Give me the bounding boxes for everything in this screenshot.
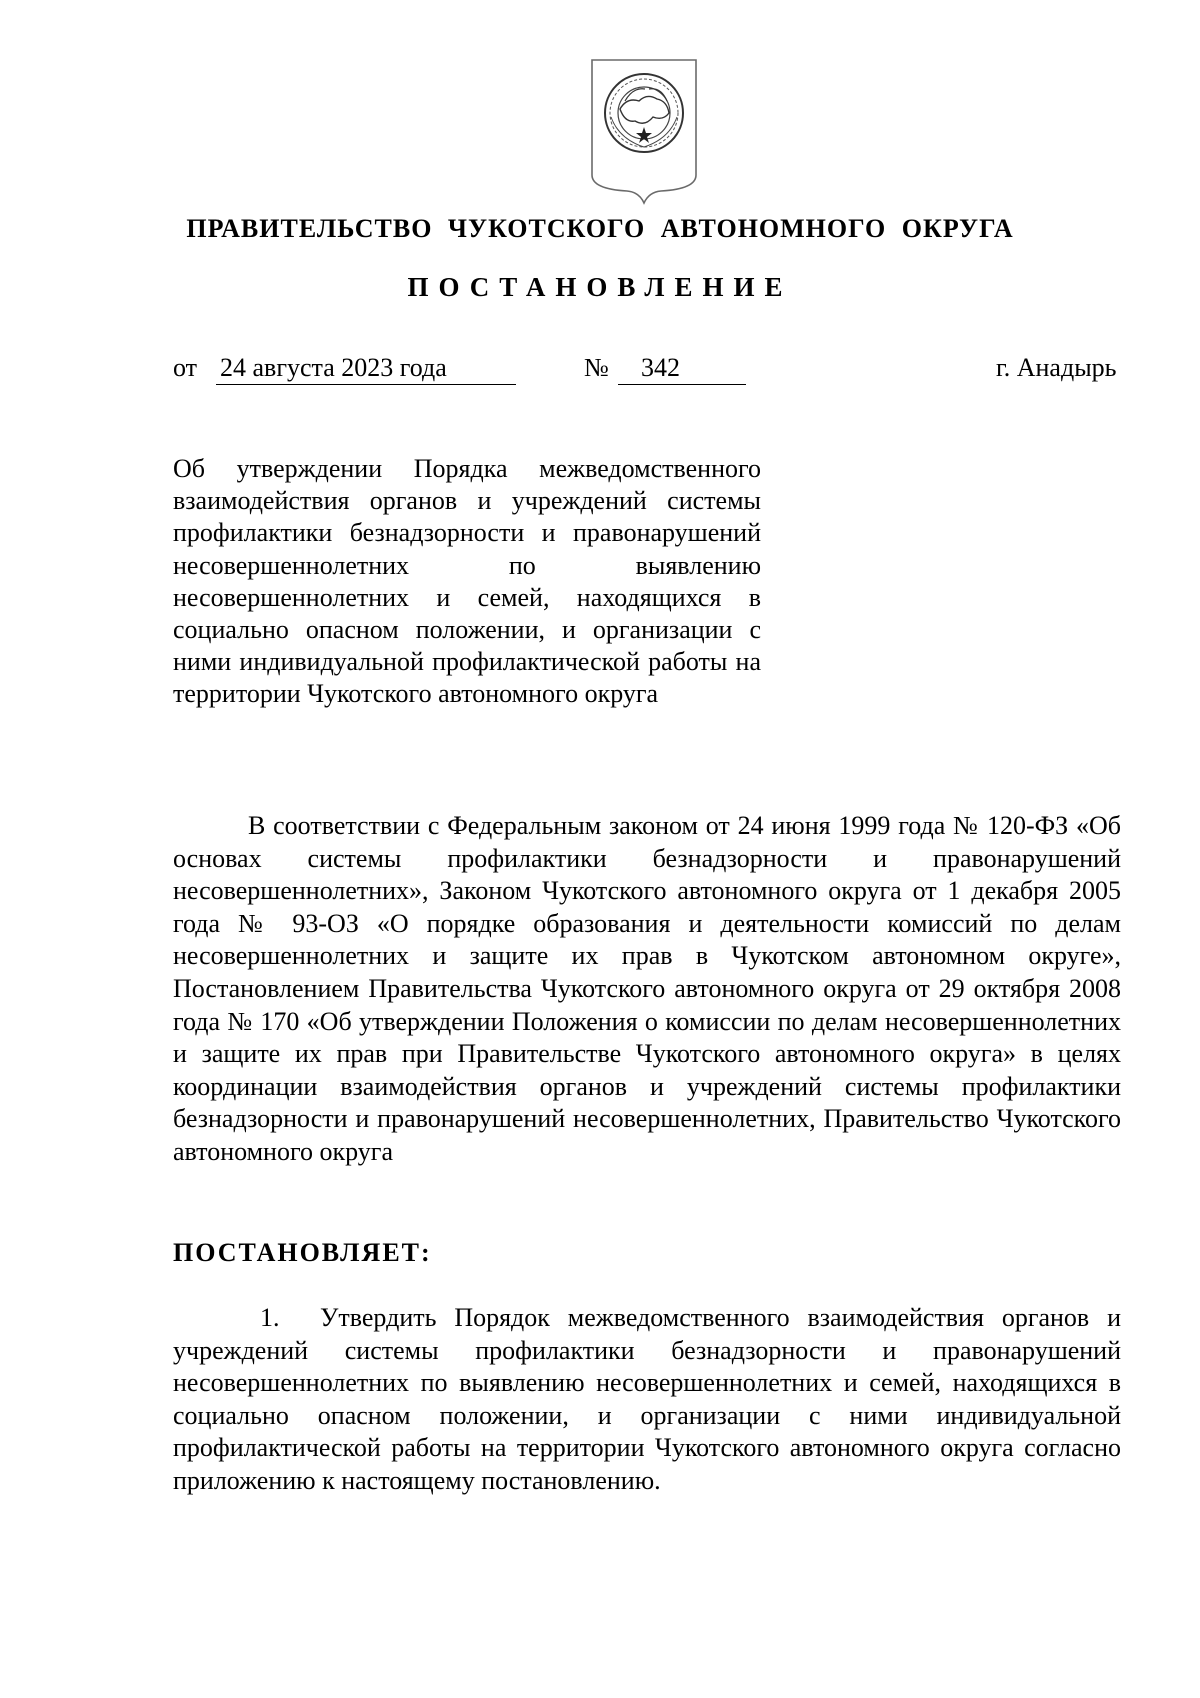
date-prefix: от (173, 353, 198, 382)
document-type: ПОСТАНОВЛЕНИЕ (407, 272, 793, 302)
item-text: Утвердить Порядок межведомственного взаимодействия органов и учреждений системы профилактики безнадзорности и правонарушений несовершеннолетних по выявлению несовершеннолетних и семей, находящихся в социально опасном положении, и организации с ними индивидуальной профилактической работы на территории Чукотского автономного округа согласно приложению к настоящему постановлению. (173, 1303, 1121, 1495)
document-date: 24 августа 2023 года (220, 353, 447, 382)
document-subject: Об утверждении Порядка межведомственного взаимодействия органов и учреждений системы профилактики безнадзорности и правонарушений несовершеннолетних по выявлению несовершеннолетних и семей, находящихся в социально опасном положении, и организации с ними индивидуальной профилактической работы на территории Чукотского автономного округа (173, 454, 761, 709)
preamble-paragraph: В соответствии с Федеральным законом от 24 июня 1999 года № 120-ФЗ «Об основах системы профилактики безнадзорности и правонарушений несовершеннолетних», Законом Чукотского автономного округа от 1 декабря 2005 года № 93-ОЗ «О порядке образования и деятельности комиссий по делам несовершеннолетних и защите их прав в Чукотском автономном округе», Постановлением Правительства Чукотского автономного округа от 29 октября 2008 года № 170 «Об утверждении Положения о комиссии по делам несовершеннолетних и защите их прав при Правительстве Чукотского автономного округа» в целях координации взаимодействия органов и учреждений системы профилактики безнадзорности и правонарушений несовершеннолетних, Правительство Чукотского автономного округа (173, 811, 1121, 1166)
decree-item (173, 1302, 1121, 1498)
document-meta (0, 353, 1200, 389)
government-title: ПРАВИТЕЛЬСТВО ЧУКОТСКОГО АВТОНОМНОГО ОКРУГА (186, 214, 1014, 243)
number-prefix: № (584, 353, 609, 382)
document-city: г. Анадырь (996, 353, 1117, 382)
coat-of-arms-icon (589, 57, 699, 207)
number-underline (618, 384, 746, 385)
decree-heading: ПОСТАНОВЛЯЕТ: (173, 1238, 432, 1267)
date-underline (216, 384, 516, 385)
document-number: 342 (641, 353, 680, 382)
item-number: 1. (260, 1303, 280, 1332)
